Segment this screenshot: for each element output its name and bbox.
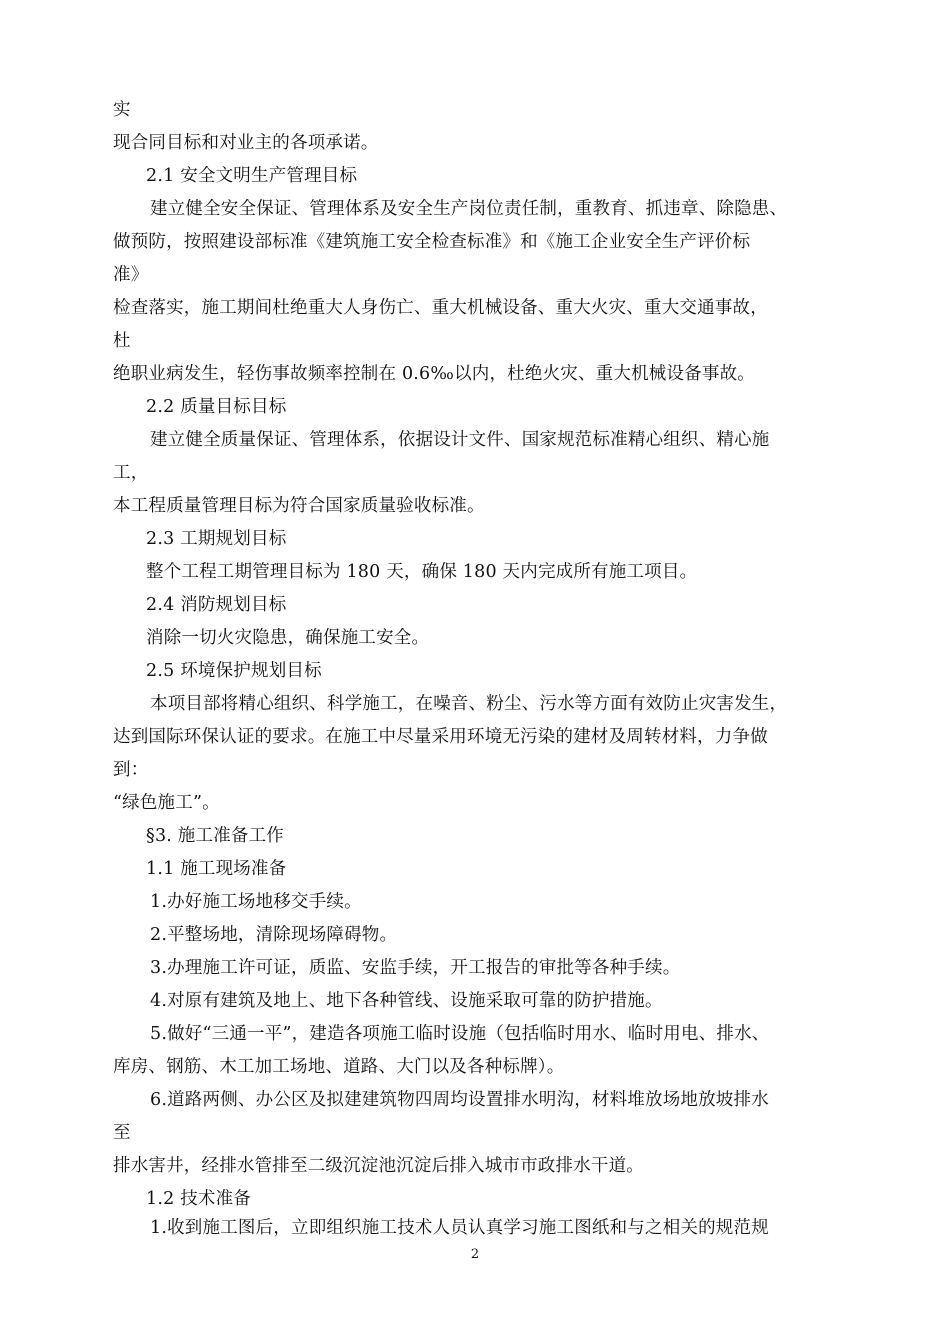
section-heading: 2.1 安全文明生产管理目标 <box>146 166 358 186</box>
text-line: 整个工程工期管理目标为 180 天，确保 180 天内完成所有施工项目。 <box>146 562 698 582</box>
page-number: 2 <box>470 1247 480 1262</box>
text-line: 建立健全安全保证、管理体系及安全生产岗位责任制，重教育、抓违章、除隐患、 <box>150 199 788 219</box>
list-item: 1.办好施工场地移交手续。 <box>150 892 362 912</box>
text-line: 到： <box>113 760 149 780</box>
list-item: 4.对原有建筑及地上、地下各种管线、设施采取可靠的防护措施。 <box>150 991 663 1011</box>
text-line: 排水害井，经排水管排至二级沉淀池沉淀后排入城市市政排水干道。 <box>113 1156 644 1176</box>
list-item: 2.平整场地，清除现场障碍物。 <box>150 925 398 945</box>
text-line: 建立健全质量保证、管理体系，依据设计文件、国家规范标准精心组织、精心施 <box>150 430 770 450</box>
section-heading: §3. 施工准备工作 <box>146 826 285 846</box>
text-line: 至 <box>113 1123 131 1143</box>
text-line: 杜 <box>113 331 131 351</box>
text-line: 绝职业病发生，轻伤事故频率控制在 0.6‰以内，杜绝火灾、重大机械设备事故。 <box>113 364 755 384</box>
list-item: 6.道路两侧、办公区及拟建建筑物四周均设置排水明沟，材料堆放场地放坡排水 <box>150 1090 769 1110</box>
text-line: “绿色施工”。 <box>113 793 220 813</box>
list-item: 5.做好“三通一平”，建造各项施工临时设施（包括临时用水、临时用电、排水、 <box>150 1024 770 1044</box>
text-line: 检查落实，施工期间杜绝重大人身伤亡、重大机械设备、重大火灾、重大交通事故， <box>113 298 768 318</box>
text-line: 达到国际环保认证的要求。在施工中尽量采用环境无污染的建材及周转材料，力争做 <box>113 727 768 747</box>
list-item: 1.收到施工图后，立即组织施工技术人员认真学习施工图纸和与之相关的规范规 <box>150 1218 769 1238</box>
text-line: 本工程质量管理目标为符合国家质量验收标准。 <box>113 496 485 516</box>
section-heading: 2.5 环境保护规划目标 <box>146 661 322 681</box>
text-line: 实 <box>113 100 131 120</box>
text-line: 消除一切火灾隐患，确保施工安全。 <box>146 628 430 648</box>
text-line: 准》 <box>113 265 149 285</box>
section-heading: 2.3 工期规划目标 <box>146 529 287 549</box>
section-heading: 2.2 质量目标目标 <box>146 397 287 417</box>
text-line: 做预防，按照建设部标准《建筑施工安全检查标准》和《施工企业安全生产评价标 <box>113 232 751 252</box>
list-item: 3.办理施工许可证，质监、安监手续，开工报告的审批等各种手续。 <box>150 958 681 978</box>
section-heading: 1.2 技术准备 <box>146 1189 251 1209</box>
text-line: 本项目部将精心组织、科学施工，在噪音、粉尘、污水等方面有效防止灾害发生， <box>150 694 788 714</box>
text-line: 工， <box>113 463 149 483</box>
text-line: 现合同目标和对业主的各项承诺。 <box>113 133 379 153</box>
section-heading: 1.1 施工现场准备 <box>146 859 287 879</box>
text-line: 库房、钢筋、木工加工场地、道路、大门以及各种标牌）。 <box>113 1057 565 1077</box>
section-heading: 2.4 消防规划目标 <box>146 595 287 615</box>
